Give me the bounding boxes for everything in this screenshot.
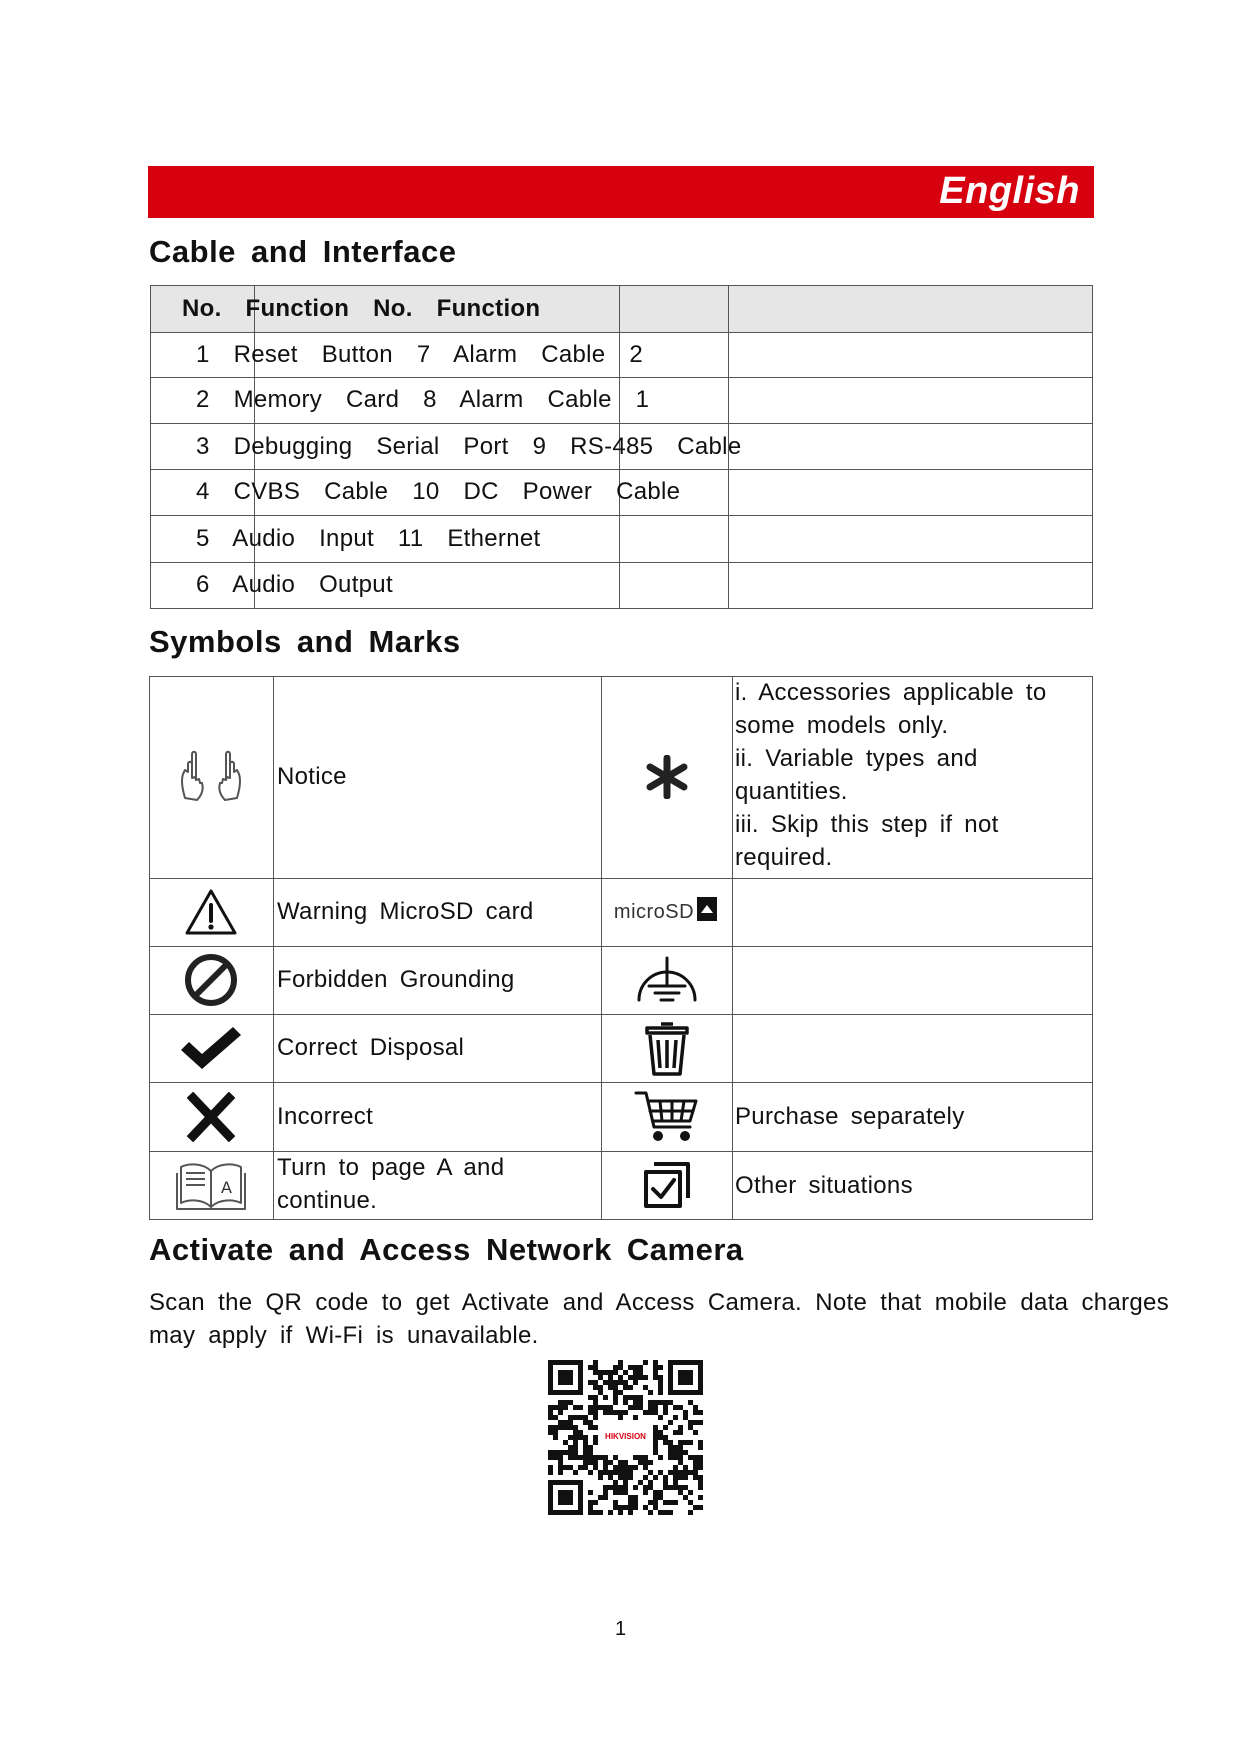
asterisk-icon [601,676,732,878]
turn-page-line: Turn to page A and [277,1154,505,1181]
activation-instructions: Scan the QR code to get Activate and Access Camera. Note that mobile data charges may apply if Wi-Fi is unavailable. [149,1289,1169,1349]
qr-code [548,1360,703,1515]
microsd-icon [601,878,732,946]
page-number: 1 [614,1618,627,1640]
grounding-icon [601,946,732,1014]
warning-icon [149,878,273,946]
language-banner [148,166,1094,218]
notice-label: Notice [277,763,347,790]
table-row: 2 Memory Card 8 Alarm Cable 1 [196,386,650,413]
table-header: No. Function No. Function [182,295,541,322]
notice-hands-icon [149,676,273,878]
other-situations-label: Other situations [735,1172,913,1199]
table-row: 5 Audio Input 11 Ethernet [196,525,541,552]
asterisk-note-line: i. Accessories applicable to [735,679,1047,706]
asterisk-note-line: required. [735,844,833,871]
book-page-letter: A [221,1178,232,1197]
table-row: 6 Audio Output [196,571,393,598]
cross-icon [149,1082,273,1151]
forbidden-grounding-label: Forbidden Grounding [277,966,515,993]
section-title-cable: Cable and Interface [149,234,457,269]
symbols-table [149,676,1093,1220]
checked-box-icon [601,1151,732,1219]
table-row: 4 CVBS Cable 10 DC Power Cable [196,478,681,505]
table-row: 3 Debugging Serial Port 9 RS-485 Cable [196,433,742,460]
section-title-symbols: Symbols and Marks [149,624,461,659]
section-title-activate: Activate and Access Network Camera [149,1232,744,1267]
shopping-cart-icon [601,1082,732,1151]
table-row: 1 Reset Button 7 Alarm Cable 2 [196,341,643,368]
turn-page-line: continue. [277,1187,378,1214]
checkmark-icon [149,1014,273,1082]
warning-microsd-label: Warning MicroSD card [277,898,534,925]
open-book-icon [149,1151,273,1219]
qr-finder-center [558,1370,573,1385]
asterisk-note-line: quantities. [735,778,848,805]
microsd-logo-text: microSD [613,900,695,923]
purchase-separately-label: Purchase separately [735,1103,965,1130]
correct-disposal-label: Correct Disposal [277,1034,465,1061]
incorrect-label: Incorrect [277,1103,374,1130]
cable-table [150,285,1093,609]
asterisk-note-line: iii. Skip this step if not [735,811,999,838]
qr-finder-center [558,1490,573,1505]
qr-logo-text: HIKVISION [605,1432,646,1441]
asterisk-note-line: some models only. [735,712,949,739]
qr-finder-center [678,1370,693,1385]
asterisk-note-line: ii. Variable types and [735,745,978,772]
language-label: English [939,170,1080,212]
forbidden-icon [149,946,273,1014]
trash-bin-icon [601,1014,732,1082]
